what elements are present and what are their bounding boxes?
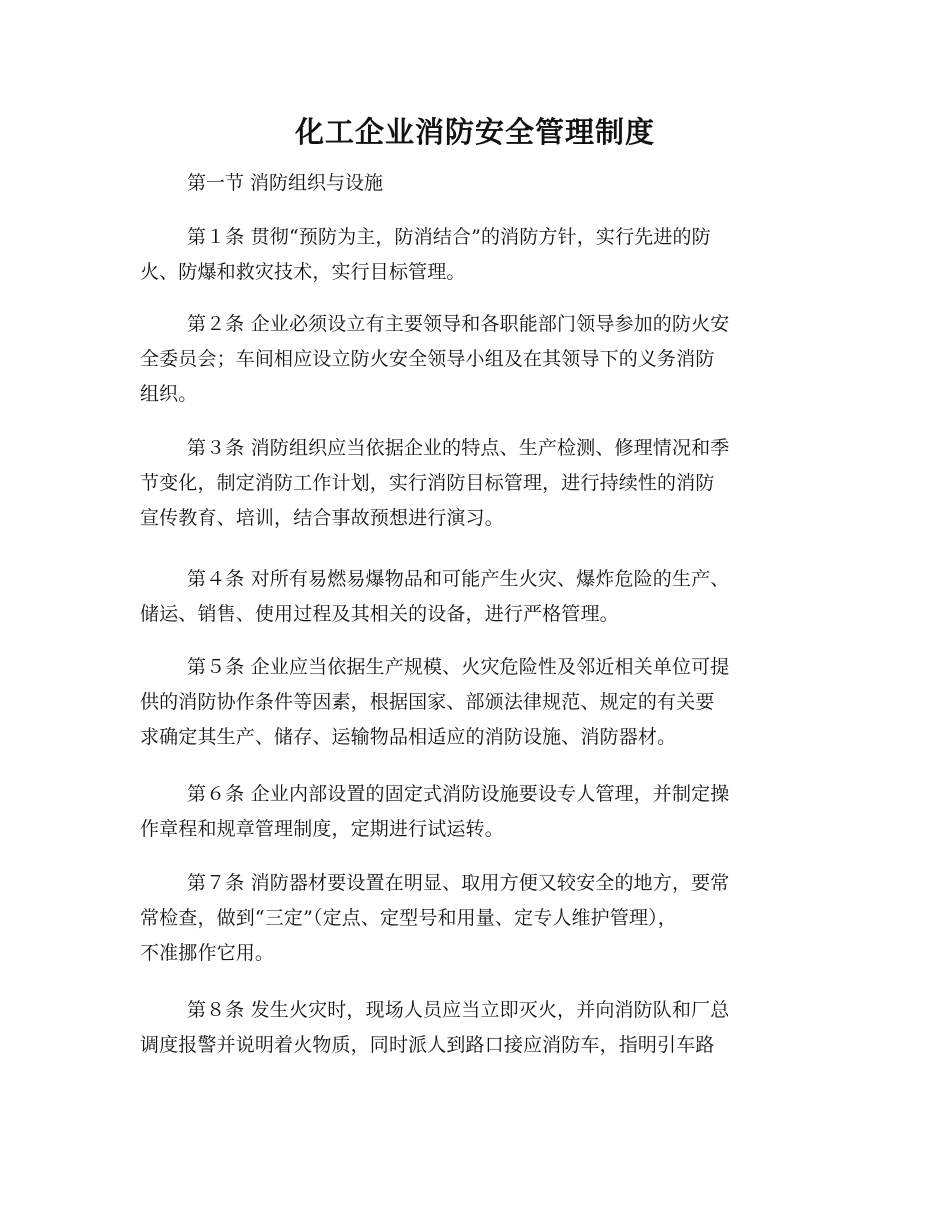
article-1-line-2: 火、防爆和救灾技术，实行目标管理。 [140,261,466,283]
article-6-paragraph [140,777,808,847]
article-6-line-1: 第６条 企业内部设置的固定式消防设施要设专人管理，并制定操 [187,783,730,805]
article-7-paragraph [140,866,808,971]
article-4-line-2: 储运、销售、使用过程及其相关的设备，进行严格管理。 [140,603,619,625]
document-title: 化工企业消防安全管理制度 [294,115,655,149]
article-8-paragraph [140,993,808,1063]
article-3-line-1: 第３条 消防组织应当依据企业的特点、生产检测、修理情况和季 [187,437,730,459]
article-4-line-1: 第４条 对所有易燃易爆物品和可能产生火灾、爆炸危险的生产、 [187,568,730,590]
article-6-line-2: 作章程和规章管理制度，定期进行试运转。 [140,818,504,840]
article-4-paragraph [140,562,808,632]
article-3-paragraph [140,431,808,536]
article-5-line-3: 求确定其生产、储存、运输物品相适应的消防设施、消防器材。 [140,726,677,748]
article-8-line-2: 调度报警并说明着火物质，同时派人到路口接应消防车，指明引车路 [140,1034,715,1056]
article-2-line-2: 全委员会；车间相应设立防火安全领导小组及在其领导下的义务消防 [140,348,715,370]
article-2-paragraph [140,307,808,412]
article-2-line-1: 第２条 企业必须设立有主要领导和各职能部门领导参加的防火安 [187,313,730,335]
article-7-line-3: 不准挪作它用。 [140,942,275,964]
article-3-line-3: 宣传教育、培训，结合事故预想进行演习。 [140,507,504,529]
article-5-line-1: 第５条 企业应当依据生产规模、火灾危险性及邻近相关单位可提 [187,656,730,678]
article-3-line-2: 节变化，制定消防工作计划，实行消防目标管理，进行持续性的消防 [140,472,715,494]
section-heading: 第一节 消防组织与设施 [187,172,384,194]
article-1-line-1: 第１条 贯彻“预防为主，防消结合”的消防方针，实行先进的防 [187,226,711,248]
article-5-line-2: 供的消防协作条件等因素，根据国家、部颁法律规范、规定的有关要 [140,691,715,713]
article-1-paragraph [140,220,808,290]
article-7-line-1: 第７条 消防器材要设置在明显、取用方便又较安全的地方，要常 [187,872,730,894]
article-7-line-2: 常检查，做到“三定”（定点、定型号和用量、定专人维护管理）， [140,907,677,929]
article-5-paragraph [140,650,808,755]
article-2-line-3: 组织。 [140,383,198,405]
article-8-line-1: 第８条 发生火灾时，现场人员应当立即灭火，并向消防队和厂总 [187,999,730,1021]
